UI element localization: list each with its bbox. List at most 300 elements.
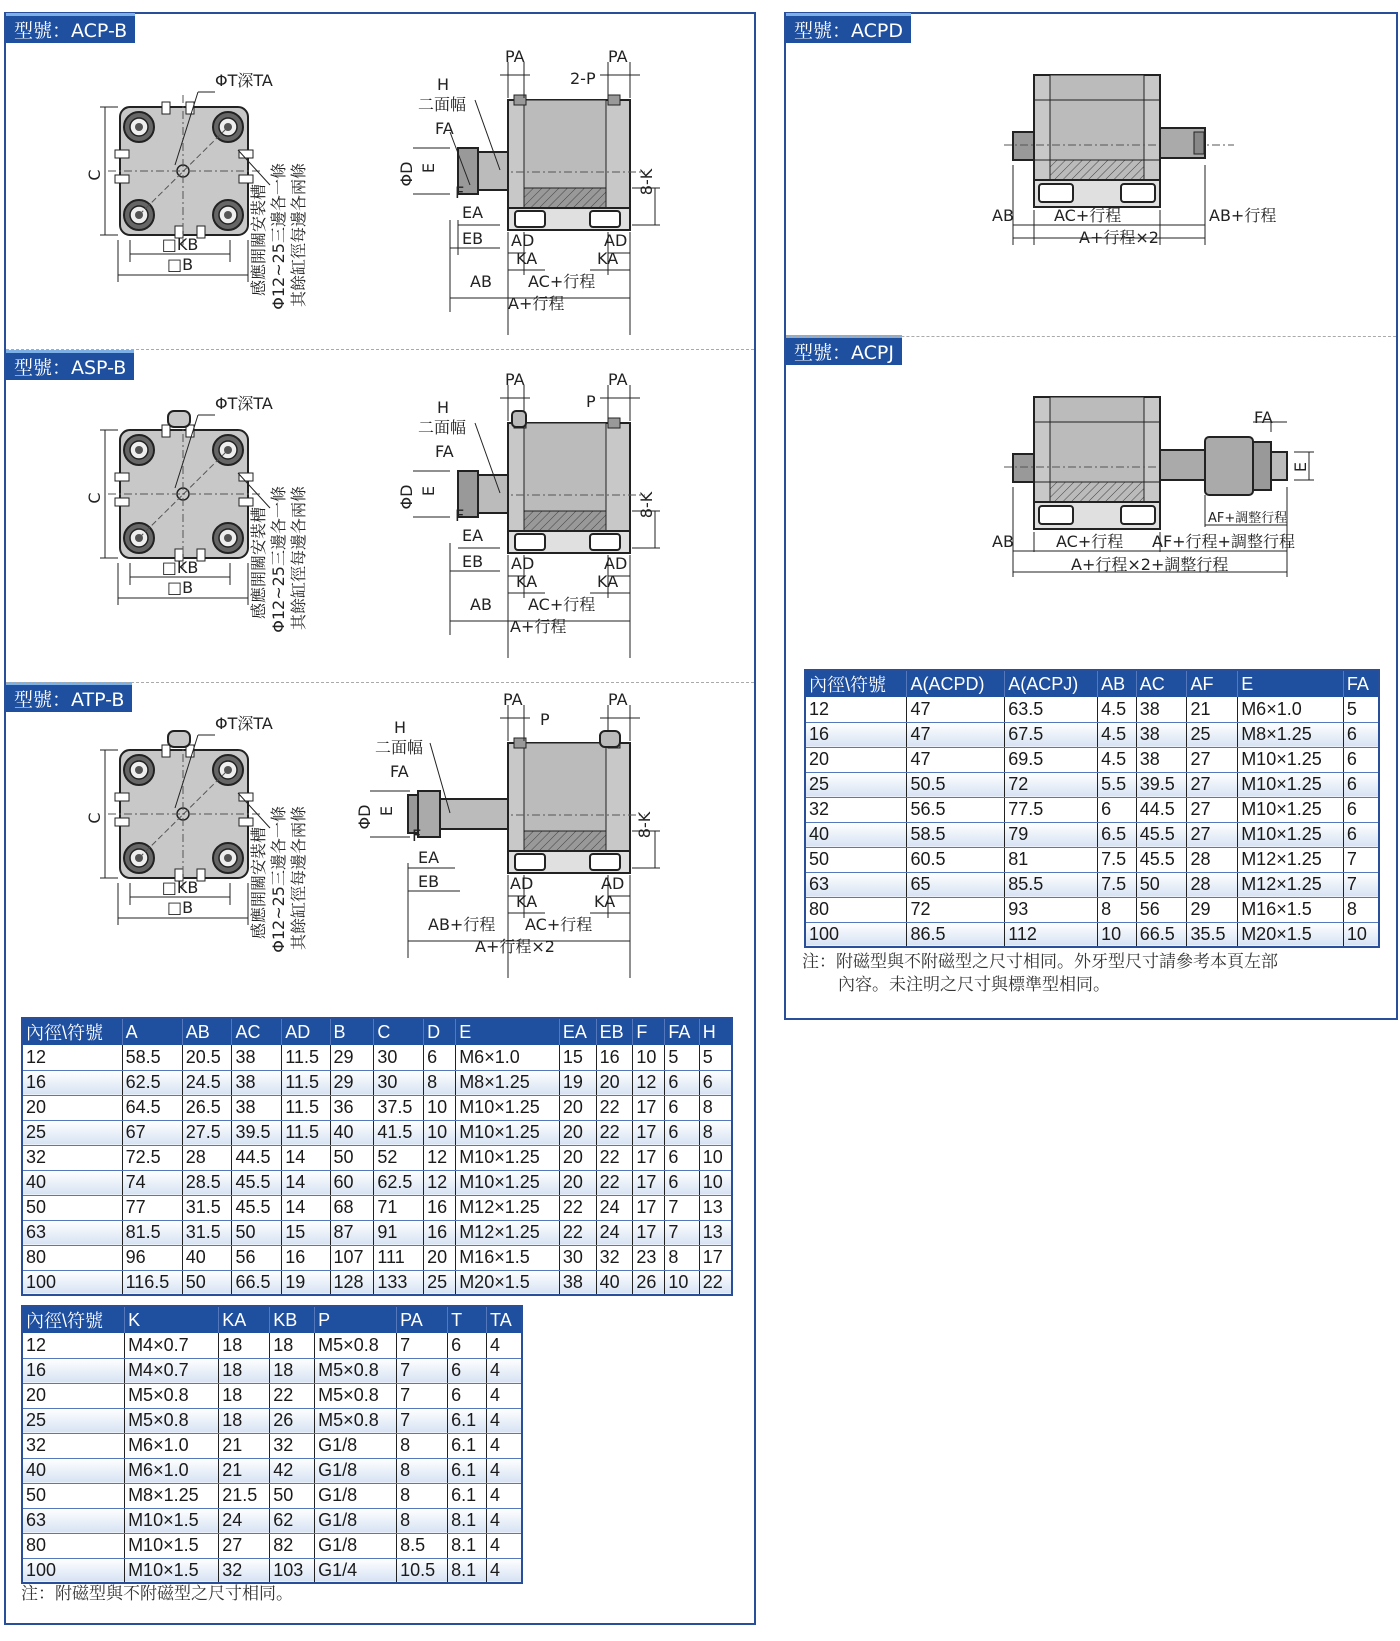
label-kb: □KB <box>161 235 199 254</box>
table-cell: 50 <box>1136 872 1187 897</box>
table-cell: 27 <box>1187 772 1238 797</box>
table-cell: 6.1 <box>448 1458 487 1483</box>
table-header-cell: AC <box>1136 670 1187 697</box>
table-cell: 80 <box>22 1533 125 1558</box>
table-cell: 112 <box>1005 922 1098 947</box>
table-cell: 11.5 <box>282 1120 330 1145</box>
table-cell: 10 <box>424 1120 456 1145</box>
table-header-cell: K <box>125 1306 219 1333</box>
table-row <box>22 1220 732 1245</box>
table-cell: 4 <box>487 1433 522 1458</box>
table-header-cell: 內徑\符號 <box>805 670 907 697</box>
table-cell: M10×1.25 <box>1238 772 1344 797</box>
label-two-face: 二面幅 <box>418 418 467 437</box>
label-ka: KA <box>516 249 538 268</box>
table-cell: 32 <box>596 1245 633 1270</box>
table-cell: 12 <box>424 1145 456 1170</box>
table-row <box>805 772 1379 797</box>
table-cell: M8×1.25 <box>125 1483 219 1508</box>
table-row <box>805 747 1379 772</box>
table-cell: 60 <box>330 1170 374 1195</box>
table-cell: 50 <box>182 1270 232 1295</box>
table-cell: 79 <box>1005 822 1098 847</box>
section-tag-asp-b: 型號：ASP-B <box>6 350 134 380</box>
table-row <box>22 1333 522 1358</box>
label-fa: FA <box>1254 408 1273 427</box>
table-cell: 21 <box>1187 697 1238 722</box>
table-cell: M10×1.25 <box>1238 797 1344 822</box>
label-phi-t: ΦT深TA <box>215 394 273 413</box>
label-f: F <box>455 183 465 202</box>
table-cell: 40 <box>330 1120 374 1145</box>
table-row <box>22 1433 522 1458</box>
table-cell: 38 <box>232 1070 282 1095</box>
label-two-face: 二面幅 <box>375 738 424 757</box>
label-ac-stroke: AC+行程 <box>1056 532 1124 551</box>
label-ab-stroke: AB+行程 <box>428 915 496 934</box>
table-cell: 15 <box>559 1045 596 1070</box>
table-cell: 12 <box>22 1333 125 1358</box>
label-fa: FA <box>435 442 454 461</box>
table-cell: 72.5 <box>122 1145 182 1170</box>
table-cell: 6 <box>665 1120 699 1145</box>
table-cell: 30 <box>374 1045 424 1070</box>
table-cell: 56.5 <box>907 797 1005 822</box>
label-ea: EA <box>418 848 440 867</box>
table-cell: 42 <box>270 1458 315 1483</box>
table-cell: 50 <box>22 1483 125 1508</box>
table-cell: M4×0.7 <box>125 1333 219 1358</box>
table-cell: 11.5 <box>282 1070 330 1095</box>
table-cell: 31.5 <box>182 1220 232 1245</box>
table-cell: 96 <box>122 1245 182 1270</box>
label-ad: AD <box>604 231 628 250</box>
table-cell: 26 <box>270 1408 315 1433</box>
table-cell: 40 <box>596 1270 633 1295</box>
label-ad: AD <box>511 231 535 250</box>
table-header-cell: EA <box>559 1018 596 1045</box>
label-fa: FA <box>435 119 454 138</box>
table-cell: 8 <box>1343 897 1379 922</box>
table-cell: 27 <box>1187 797 1238 822</box>
table-cell: 6 <box>699 1070 732 1095</box>
table-header-row <box>805 670 1379 697</box>
table-row <box>22 1383 522 1408</box>
table-header-cell: B <box>330 1018 374 1045</box>
label-kb: □KB <box>161 558 199 577</box>
table-cell: 7 <box>397 1383 448 1408</box>
table-cell: M10×1.5 <box>125 1533 219 1558</box>
table-cell: 44.5 <box>1136 797 1187 822</box>
table-cell: M10×1.25 <box>456 1145 560 1170</box>
table-cell: M5×0.8 <box>315 1358 397 1383</box>
table-header-row <box>22 1018 732 1045</box>
table-row <box>22 1558 522 1583</box>
table-cell: 18 <box>219 1383 270 1408</box>
table-cell: 22 <box>699 1270 732 1295</box>
label-e: E <box>377 805 396 817</box>
table-cell: M12×1.25 <box>1238 872 1344 897</box>
table-cell: 28 <box>1187 872 1238 897</box>
table-cell: 7 <box>1343 847 1379 872</box>
table-cell: 8.5 <box>397 1533 448 1558</box>
table-cell: 6.1 <box>448 1408 487 1433</box>
table-cell: 8.1 <box>448 1533 487 1558</box>
label-note-3: 其餘缸徑每邊各兩條 <box>289 806 308 951</box>
table-cell: 4 <box>487 1508 522 1533</box>
label-ab: AB <box>470 595 492 614</box>
table-cell: 22 <box>596 1170 633 1195</box>
label-phi-t: ΦT深TA <box>215 71 273 90</box>
label-b: □B <box>166 255 194 274</box>
table-cell: 74 <box>122 1170 182 1195</box>
table-cell: 6 <box>1343 722 1379 747</box>
table-cell: M20×1.5 <box>456 1270 560 1295</box>
label-ad: AD <box>604 554 628 573</box>
table-cell: 66.5 <box>1136 922 1187 947</box>
table-cell: 40 <box>805 822 907 847</box>
table-cell: 17 <box>633 1145 665 1170</box>
table-cell: 20 <box>559 1145 596 1170</box>
table-cell: 16 <box>424 1195 456 1220</box>
label-note-1: 感應開關安裝槽 <box>249 184 268 297</box>
label-ea: EA <box>462 203 484 222</box>
table-cell: 7 <box>665 1195 699 1220</box>
table-cell: 91 <box>374 1220 424 1245</box>
label-ac-stroke: AC+行程 <box>1054 206 1122 225</box>
table-cell: 20 <box>22 1095 122 1120</box>
label-8k: 8-K <box>637 491 656 519</box>
table-header-cell: A <box>122 1018 182 1045</box>
label-ka: KA <box>597 572 619 591</box>
table-row <box>22 1145 732 1170</box>
table-cell: 17 <box>699 1245 732 1270</box>
label-ab: AB <box>470 272 492 291</box>
table-cell: M12×1.25 <box>456 1220 560 1245</box>
table-cell: 17 <box>633 1220 665 1245</box>
table-row <box>22 1120 732 1145</box>
table-cell: 17 <box>633 1120 665 1145</box>
table-cell: M5×0.8 <box>315 1333 397 1358</box>
table-cell: M6×1.0 <box>456 1045 560 1070</box>
table-cell: 10 <box>1098 922 1137 947</box>
label-note-2: Φ12~25三邊各一條 <box>269 486 288 633</box>
table-cell: 20 <box>596 1070 633 1095</box>
table-row <box>805 722 1379 747</box>
table-header-cell: AB <box>1098 670 1137 697</box>
table-header-cell: KA <box>219 1306 270 1333</box>
table-cell: M12×1.25 <box>456 1195 560 1220</box>
table-cell: 40 <box>182 1245 232 1270</box>
table-cell: 10 <box>1343 922 1379 947</box>
section-tag-acp-b: 型號：ACP-B <box>6 13 135 43</box>
table-header-cell: AF <box>1187 670 1238 697</box>
label-a-stroke-x2-adj: A+行程×2+調整行程 <box>1071 555 1229 574</box>
label-ea: EA <box>462 526 484 545</box>
table-cell: 12 <box>22 1045 122 1070</box>
table-cell: 8 <box>424 1070 456 1095</box>
label-h: H <box>437 398 450 417</box>
table-cell: 6 <box>424 1045 456 1070</box>
table-row <box>22 1508 522 1533</box>
table-cell: 103 <box>270 1558 315 1583</box>
table-cell: 13 <box>699 1195 732 1220</box>
table-cell: 10 <box>665 1270 699 1295</box>
dimension-table-right <box>804 669 1380 948</box>
table-cell: 50 <box>330 1145 374 1170</box>
label-ad: AD <box>511 554 535 573</box>
label-ka: KA <box>597 249 619 268</box>
table-cell: 31.5 <box>182 1195 232 1220</box>
table-cell: 20 <box>424 1245 456 1270</box>
table-row <box>22 1270 732 1295</box>
table-row <box>805 797 1379 822</box>
table-row <box>22 1408 522 1433</box>
label-ka: KA <box>516 892 538 911</box>
table-header-cell: FA <box>1343 670 1379 697</box>
label-note-3: 其餘缸徑每邊各兩條 <box>289 163 308 308</box>
table-cell: 7 <box>397 1408 448 1433</box>
table-cell: 8 <box>397 1508 448 1533</box>
label-af-stroke-adj: AF+行程+調整行程 <box>1152 532 1295 551</box>
table-cell: 28 <box>182 1145 232 1170</box>
left-drawing-labels <box>0 0 760 1000</box>
table-cell: 8 <box>1098 897 1137 922</box>
table-cell: 19 <box>559 1070 596 1095</box>
table-cell: 14 <box>282 1145 330 1170</box>
table-cell: 5.5 <box>1098 772 1137 797</box>
table-cell: 72 <box>1005 772 1098 797</box>
table-row <box>805 922 1379 947</box>
label-ac-stroke: AC+行程 <box>525 915 593 934</box>
table-cell: 20 <box>559 1095 596 1120</box>
table-cell: 25 <box>424 1270 456 1295</box>
table-cell: 28.5 <box>182 1170 232 1195</box>
table-row <box>22 1095 732 1120</box>
table-cell: 5 <box>665 1045 699 1070</box>
table-cell: 8.1 <box>448 1558 487 1583</box>
table-cell: 24.5 <box>182 1070 232 1095</box>
table-cell: 21 <box>219 1433 270 1458</box>
table-cell: 50 <box>805 847 907 872</box>
table-cell: 72 <box>907 897 1005 922</box>
table-cell: 56 <box>232 1245 282 1270</box>
table-cell: 6 <box>1343 822 1379 847</box>
label-a-stroke: A+行程 <box>510 617 567 636</box>
table-cell: M10×1.25 <box>1238 747 1344 772</box>
label-af-adj: AF+調整行程 <box>1208 511 1288 526</box>
table-header-cell: TA <box>487 1306 522 1333</box>
table-cell: 12 <box>424 1170 456 1195</box>
dimension-table-k <box>21 1305 523 1584</box>
table-cell: 25 <box>22 1120 122 1145</box>
table-cell: 12 <box>633 1070 665 1095</box>
table-header-cell: F <box>633 1018 665 1045</box>
table-cell: 41.5 <box>374 1120 424 1145</box>
table-cell: 80 <box>22 1245 122 1270</box>
table-cell: 32 <box>270 1433 315 1458</box>
table-cell: M6×1.0 <box>1238 697 1344 722</box>
table-cell: 6 <box>448 1358 487 1383</box>
table-cell: 18 <box>270 1358 315 1383</box>
table-cell: 5 <box>1343 697 1379 722</box>
table-cell: 16 <box>22 1358 125 1383</box>
table-cell: 4 <box>487 1458 522 1483</box>
table-cell: 6.1 <box>448 1433 487 1458</box>
table-cell: M5×0.8 <box>125 1383 219 1408</box>
table-cell: 58.5 <box>122 1045 182 1070</box>
table-cell: 47 <box>907 697 1005 722</box>
table-cell: 23 <box>633 1245 665 1270</box>
table-cell: 8 <box>699 1095 732 1120</box>
table-cell: 38 <box>1136 697 1187 722</box>
note-left: 注：附磁型與不附磁型之尺寸相同。 <box>21 1584 293 1604</box>
table-row <box>805 822 1379 847</box>
label-phi-d: ΦD <box>397 484 416 510</box>
table-cell: 16 <box>22 1070 122 1095</box>
table-cell: M10×1.5 <box>125 1558 219 1583</box>
table-cell: 26 <box>633 1270 665 1295</box>
label-pa: PA <box>503 690 523 709</box>
table-cell: 8.1 <box>448 1508 487 1533</box>
table-header-cell: KB <box>270 1306 315 1333</box>
table-header-cell: P <box>315 1306 397 1333</box>
table-cell: G1/4 <box>315 1558 397 1583</box>
table-cell: 32 <box>22 1433 125 1458</box>
table-cell: 18 <box>270 1333 315 1358</box>
table-cell: 4.5 <box>1098 697 1137 722</box>
section-tag-acpj: 型號：ACPJ <box>786 335 902 365</box>
table-cell: 86.5 <box>907 922 1005 947</box>
table-header-cell: EB <box>596 1018 633 1045</box>
label-ad: AD <box>601 874 625 893</box>
label-ka: KA <box>594 892 616 911</box>
table-cell: 8 <box>397 1433 448 1458</box>
label-c: C <box>85 169 104 181</box>
table-cell: 7 <box>397 1358 448 1383</box>
table-cell: 27 <box>1187 822 1238 847</box>
table-cell: 100 <box>22 1270 122 1295</box>
table-cell: 4 <box>487 1333 522 1358</box>
table-cell: 10 <box>633 1045 665 1070</box>
table-cell: 22 <box>559 1195 596 1220</box>
label-pa: PA <box>608 47 628 66</box>
table-cell: 29 <box>330 1045 374 1070</box>
label-eb: EB <box>462 229 484 248</box>
table-cell: 22 <box>559 1220 596 1245</box>
table-cell: 63 <box>805 872 907 897</box>
label-ac-stroke: AC+行程 <box>528 272 596 291</box>
table-cell: 21 <box>219 1458 270 1483</box>
label-eb: EB <box>462 552 484 571</box>
table-header-cell: E <box>1238 670 1344 697</box>
table-cell: 67 <box>122 1120 182 1145</box>
table-cell: 22 <box>596 1095 633 1120</box>
table-cell: 40 <box>22 1170 122 1195</box>
table-cell: 27 <box>219 1533 270 1558</box>
table-cell: 21.5 <box>219 1483 270 1508</box>
table-cell: 38 <box>1136 722 1187 747</box>
label-c: C <box>85 492 104 504</box>
table-cell: M10×1.25 <box>1238 822 1344 847</box>
table-cell: 20 <box>805 747 907 772</box>
table-cell: M5×0.8 <box>315 1383 397 1408</box>
table-cell: 8 <box>699 1120 732 1145</box>
table-cell: 62 <box>270 1508 315 1533</box>
table-row <box>22 1170 732 1195</box>
table-row <box>805 847 1379 872</box>
label-ac-stroke: AC+行程 <box>528 595 596 614</box>
label-ad: AD <box>510 874 534 893</box>
label-eb: EB <box>418 872 440 891</box>
table-cell: 14 <box>282 1195 330 1220</box>
table-cell: 6 <box>448 1383 487 1408</box>
table-cell: 68 <box>330 1195 374 1220</box>
table-header-cell: AC <box>232 1018 282 1045</box>
label-c: C <box>85 812 104 824</box>
table-cell: M6×1.0 <box>125 1433 219 1458</box>
label-e: E <box>1291 461 1310 473</box>
table-cell: M16×1.5 <box>456 1245 560 1270</box>
table-cell: 30 <box>559 1245 596 1270</box>
label-a-stroke-x2: A+行程×2 <box>475 937 555 956</box>
table-cell: 45.5 <box>1136 822 1187 847</box>
label-e: E <box>419 485 438 497</box>
table-cell: 6 <box>1343 747 1379 772</box>
label-ka: KA <box>516 572 538 591</box>
table-cell: 80 <box>805 897 907 922</box>
table-cell: 16 <box>282 1245 330 1270</box>
table-header-cell: H <box>699 1018 732 1045</box>
table-cell: 63 <box>22 1508 125 1533</box>
table-cell: 4 <box>487 1483 522 1508</box>
label-ab: AB <box>992 206 1014 225</box>
label-8k: 8-K <box>637 168 656 196</box>
table-cell: 16 <box>424 1220 456 1245</box>
table-header-cell: 內徑\符號 <box>22 1306 125 1333</box>
label-e: E <box>419 162 438 174</box>
table-cell: 4 <box>487 1408 522 1433</box>
table-cell: 45.5 <box>232 1195 282 1220</box>
table-row <box>22 1483 522 1508</box>
table-row <box>805 872 1379 897</box>
table-cell: 116.5 <box>122 1270 182 1295</box>
table-header-cell: A(ACPD) <box>907 670 1005 697</box>
table-cell: 133 <box>374 1270 424 1295</box>
table-cell: 35.5 <box>1187 922 1238 947</box>
table-cell: 17 <box>633 1170 665 1195</box>
label-a-stroke: A+行程 <box>508 294 565 313</box>
table-cell: 7.5 <box>1098 847 1137 872</box>
table-cell: 58.5 <box>907 822 1005 847</box>
table-cell: 100 <box>22 1558 125 1583</box>
table-cell: 10 <box>699 1145 732 1170</box>
table-row <box>22 1070 732 1095</box>
table-cell: 69.5 <box>1005 747 1098 772</box>
table-row <box>22 1245 732 1270</box>
table-cell: G1/8 <box>315 1433 397 1458</box>
table-cell: 77 <box>122 1195 182 1220</box>
table-cell: 8 <box>397 1483 448 1508</box>
table-header-cell: AD <box>282 1018 330 1045</box>
label-phi-t: ΦT深TA <box>215 714 273 733</box>
label-kb: □KB <box>161 878 199 897</box>
table-cell: 100 <box>805 922 907 947</box>
table-cell: 28 <box>1187 847 1238 872</box>
table-row <box>22 1458 522 1483</box>
table-cell: 45.5 <box>232 1170 282 1195</box>
table-cell: 18 <box>219 1333 270 1358</box>
